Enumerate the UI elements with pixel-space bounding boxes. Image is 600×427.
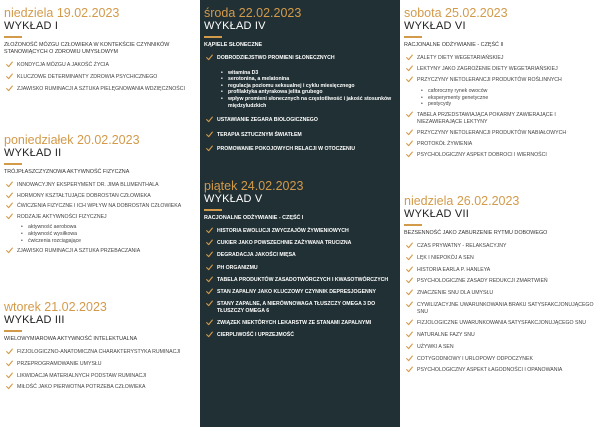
lecture-title: WYKŁAD VII xyxy=(404,208,469,220)
agenda-subitem: • eksperymenty genetyczne xyxy=(404,95,596,102)
agenda-item xyxy=(4,203,196,210)
agenda-item-text: TERAPIA SZTUCZNYM ŚWIATŁEM xyxy=(217,131,302,138)
accent-divider xyxy=(204,209,222,211)
checkmark-icon xyxy=(406,129,413,136)
agenda-item xyxy=(204,289,396,296)
checkmark-icon xyxy=(406,266,413,273)
checkmark-icon xyxy=(6,360,13,367)
lecture-block xyxy=(204,6,396,161)
agenda-item-text: LĘK I NIEPOKÓJ A SEN xyxy=(417,254,474,261)
agenda-item-text: TABELA PRZEDSTAWIAJĄCA POKARMY ZAWIERAJĄCE I NIEZAWIERAJĄCE LEKTYNY xyxy=(417,112,556,125)
agenda-item-text: PRZYCZYNY NIETOLERANCJI PRODUKTÓW ROŚLINNYCH xyxy=(417,76,562,83)
agenda-item-text: COTYGODNIOWY I URLOPOWY ODPOCZYNEK xyxy=(417,355,533,362)
agenda-item xyxy=(204,117,396,124)
checkmark-icon xyxy=(206,319,213,326)
checkmark-icon xyxy=(406,343,413,350)
agenda-item xyxy=(404,367,596,374)
lecture-title: WYKŁAD II xyxy=(4,147,62,159)
accent-divider xyxy=(404,224,422,226)
agenda-subitem: • aktywność wysiłkowa xyxy=(4,231,196,238)
agenda-item-text: PSYCHOLOGICZNY ASPEKT ŁAGODNOŚCI I OPANOWANIA xyxy=(417,367,563,374)
lecture-topic: WIELOWYMIAROWA AKTYWNOŚĆ INTELEKTUALNA xyxy=(4,336,138,342)
agenda-item xyxy=(404,255,596,262)
checkmark-icon xyxy=(406,289,413,296)
agenda-item xyxy=(404,66,596,73)
agenda-item xyxy=(204,265,396,272)
checkmark-icon xyxy=(406,277,413,284)
accent-divider xyxy=(4,163,22,165)
checkmark-icon xyxy=(406,366,413,373)
agenda-item xyxy=(404,141,596,148)
checkmark-icon xyxy=(406,65,413,72)
lecture-date: środa 22.02.2023 xyxy=(204,6,302,20)
agenda-item-text: ZALETY DIETY WEGETARIAŃSKIEJ xyxy=(417,55,504,61)
middle-column xyxy=(200,0,400,427)
agenda-item-text: LEKTYNY JAKO ZAGROŻENIE DIETY WEGETARIAŃSKIEJ xyxy=(417,65,558,72)
agenda-item-text: PROTOKÓŁ ŻYWIENIA xyxy=(417,140,473,147)
agenda-item xyxy=(404,267,596,274)
agenda-item xyxy=(204,240,396,247)
agenda-item xyxy=(4,361,196,368)
checkmark-icon xyxy=(6,181,13,188)
checkmark-icon xyxy=(6,61,13,68)
agenda-item-text: INNOWACYJNY EKSPERYMENT DR. JIMA BLUMENTHALA xyxy=(17,182,159,188)
agenda-subitem: • witamina D3 xyxy=(204,70,396,77)
agenda-item xyxy=(204,277,396,284)
agenda-item xyxy=(404,55,596,62)
lecture-date: sobota 25.02.2023 xyxy=(404,6,508,20)
agenda-item-text: PSYCHOLOGICZNY ASPEKT DOBROCI I WIERNOŚCI xyxy=(417,151,547,158)
checkmark-icon xyxy=(406,54,413,61)
agenda-item xyxy=(404,152,596,159)
agenda-item xyxy=(4,248,196,255)
agenda-item-text: LIKWIDACJA MATERIALNYCH PODSTAW RUMINACJI xyxy=(17,372,147,379)
lecture-block xyxy=(4,6,196,97)
agenda-item xyxy=(204,252,396,259)
agenda-item xyxy=(204,332,396,339)
lecture-topic: ZŁOŻONOŚĆ MÓZGU CZŁOWIEKA W KONTEKŚCIE CZYNNIKÓW STANOWIĄCYCH O ZDROWIU UMYSŁOWYM xyxy=(4,42,170,55)
checkmark-icon xyxy=(6,85,13,92)
checkmark-icon xyxy=(206,239,213,246)
agenda-item-text: PSYCHOLOGICZNE ZASADY REDUKCJI ZMARTWIEŃ xyxy=(417,278,548,285)
lecture-date: poniedziałek 20.02.2023 xyxy=(4,133,140,147)
checkmark-icon xyxy=(406,254,413,261)
agenda-subitem: • ćwiczenia rozciągające xyxy=(4,238,196,245)
checkmark-icon xyxy=(6,202,13,209)
lecture-block xyxy=(4,300,196,396)
lecture-date: piątek 24.02.2023 xyxy=(204,179,304,193)
agenda-item xyxy=(404,344,596,351)
agenda-item xyxy=(204,228,396,235)
checkmark-icon xyxy=(206,116,213,123)
lecture-title: WYKŁAD VI xyxy=(404,20,466,32)
checkmark-icon xyxy=(6,213,13,220)
agenda-item-text: MIŁOŚĆ JAKO PIERWOTNA POTRZEBA CZŁOWIEKA xyxy=(17,384,146,391)
checkmark-icon xyxy=(206,131,213,138)
lecture-block xyxy=(4,133,196,259)
agenda-item-text: CIERPLIWOŚĆ I UPRZEJMOŚĆ xyxy=(217,332,294,339)
checkmark-icon xyxy=(206,251,213,258)
lecture-block xyxy=(404,194,596,379)
accent-divider xyxy=(4,330,22,332)
agenda-item xyxy=(404,112,596,125)
agenda-item xyxy=(4,384,196,391)
agenda-item-text: RODZAJE AKTYWNOŚCI FIZYCZNEJ xyxy=(17,213,107,220)
agenda-item xyxy=(204,146,396,153)
lecture-topic: RACJONALNE ODŻYWIANIE - CZĘŚĆ II xyxy=(404,42,504,48)
lecture-topic: RACJONALNE ODŻYWIANIE - CZĘŚĆ I xyxy=(204,215,304,221)
agenda-item-text: USTAWIANIE ZEGARA BIOLOGICZNEGO xyxy=(217,117,318,124)
checkmark-icon xyxy=(6,348,13,355)
agenda-item-text: PH ORGANIZMU xyxy=(217,264,258,271)
lecture-block xyxy=(404,6,596,163)
checkmark-icon xyxy=(206,300,213,307)
agenda-item-text: PROMOWANIE POKOJOWYCH RELACJI W OTOCZENIU xyxy=(217,146,355,153)
accent-divider xyxy=(404,36,422,38)
checkmark-icon xyxy=(406,319,413,326)
agenda-item xyxy=(404,130,596,137)
checkmark-icon xyxy=(406,331,413,338)
agenda-item xyxy=(404,77,596,84)
agenda-item-text: ZWIĄZEK NIEKTÓRYCH LEKARSTW ZE STANAMI ZAPALNYMI xyxy=(217,319,372,326)
agenda-item xyxy=(204,55,396,62)
agenda-subitem: • profilaktyka antyrakowa jelita grubego xyxy=(204,89,396,96)
agenda-item-text: FIZJOLOGICZNO-ANATOMICZNA CHARAKTERYSTYKA RUMINACJI xyxy=(17,349,181,355)
lecture-topic: BEZSENNOŚĆ JAKO ZABURZENIE RYTMU DOBOWEGO xyxy=(404,230,548,236)
agenda-item-text: PRZYCZYNY NIETOLERANCJI PRODUKTÓW NABIAŁOWYCH xyxy=(417,129,567,136)
agenda-item xyxy=(404,356,596,363)
agenda-item-text: HORMONY KSZTAŁTUJĄCE DOBROSTAN CZŁOWIEKA xyxy=(17,192,151,199)
agenda-item-text: ZNACZENIE SNU DLA UMYSŁU xyxy=(417,290,494,297)
checkmark-icon xyxy=(206,54,213,61)
checkmark-icon xyxy=(6,247,13,254)
agenda-item xyxy=(404,243,596,250)
checkmark-icon xyxy=(406,151,413,158)
agenda-item xyxy=(4,214,196,221)
checkmark-icon xyxy=(206,145,213,152)
agenda-item-text: CUKIER JAKO POWSZECHNIE ZAŻYWANA TRUCIZNA xyxy=(217,240,352,247)
agenda-item xyxy=(204,301,396,314)
agenda-subitem: • regulacja poziomu seksualnej i cyklu miesięcznego xyxy=(204,83,396,90)
agenda-item xyxy=(4,193,196,200)
left-column xyxy=(0,0,200,427)
agenda-item xyxy=(404,302,596,315)
checkmark-icon xyxy=(6,73,13,80)
checkmark-icon xyxy=(6,383,13,390)
checkmark-icon xyxy=(206,227,213,234)
checkmark-icon xyxy=(206,264,213,271)
agenda-item-text: KONDYCJA MÓZGU A JAKOŚĆ ŻYCIA xyxy=(17,62,109,68)
agenda-item-text: CYWILIZACYJNE UWARUNKOWANIA BRAKU SATYSFAKCJONUJĄCEGO SNU xyxy=(417,301,594,315)
checkmark-icon xyxy=(406,76,413,83)
agenda-item-text: HISTORIA EWOLUCJI ZWYCZAJÓW ŻYWIENIOWYCH xyxy=(217,228,349,234)
lecture-block xyxy=(204,179,396,344)
agenda-item-text: DOBRODZIEJSTWO PROMIENI SŁONECZNYCH xyxy=(217,55,335,61)
lecture-title: WYKŁAD III xyxy=(4,314,65,326)
agenda-item-text: KLUCZOWE DETERMINANTY ZDROWIA PSYCHICZNEGO xyxy=(17,73,158,80)
agenda-item-text: STAN ZAPALNY JAKO KLUCZOWY CZYNNIK DEPRESJOGENNY xyxy=(217,288,376,295)
accent-divider xyxy=(204,36,222,38)
lecture-topic: TRÓJPŁASZCZYZNOWA AKTYWNOŚĆ FIZYCZNA xyxy=(4,169,130,175)
lecture-date: niedziela 19.02.2023 xyxy=(4,6,120,20)
right-column xyxy=(400,0,600,427)
agenda-subitem: • aktywność aerobowa xyxy=(4,224,196,231)
agenda-subitem: • wpływ promieni słonecznych na częstotliwość i jakość stosunków międzyludzkich xyxy=(204,96,396,109)
agenda-item-text: HISTORIA EARLA P. HANLEYA xyxy=(417,266,491,273)
agenda-item xyxy=(4,74,196,81)
agenda-item xyxy=(4,62,196,69)
checkmark-icon xyxy=(406,140,413,147)
agenda-item-text: PRZEPROGRAMOWANIE UMYSŁU xyxy=(17,360,102,367)
agenda-item xyxy=(404,332,596,339)
checkmark-icon xyxy=(406,111,413,118)
agenda-item-text: ZJAWISKO RUMINACJI A SZTUKA PRZEBACZANIA xyxy=(17,248,141,255)
agenda-item-text: TABELA PRODUKTÓW ZASADOTWÓRCZYCH I KWASOTWÓRCZYCH xyxy=(217,276,389,283)
lecture-date: niedziela 26.02.2023 xyxy=(404,194,520,208)
agenda-item xyxy=(4,86,196,93)
agenda-item xyxy=(204,320,396,327)
agenda-item-text: UŻYWKI A SEN xyxy=(417,343,454,350)
agenda-item xyxy=(4,373,196,380)
agenda-item-text: STANY ZAPALNE, A NIERÓWNOWAGA TŁUSZCZY OMEGA 3 DO TŁUSZCZY OMEGA 6 xyxy=(217,301,376,314)
lecture-title: WYKŁAD IV xyxy=(204,20,266,32)
agenda-subitem: • pestycydy xyxy=(404,101,596,108)
agenda-item xyxy=(404,320,596,327)
checkmark-icon xyxy=(206,288,213,295)
agenda-item xyxy=(404,290,596,297)
checkmark-icon xyxy=(406,355,413,362)
agenda-item-text: FIZJOLOGICZNE UWARUNKOWANIA SATYSFAKCJONUJĄCEGO SNU xyxy=(417,320,586,327)
agenda-item xyxy=(204,132,396,139)
agenda-item-text: ZJAWISKO RUMINACJI A SZTUKA PIELĘGNOWANIA WDZIĘCZNOŚCI xyxy=(17,85,185,92)
checkmark-icon xyxy=(406,301,413,308)
lecture-date: wtorek 21.02.2023 xyxy=(4,300,107,314)
accent-divider xyxy=(4,36,22,38)
lecture-title: WYKŁAD I xyxy=(4,20,59,32)
agenda-item xyxy=(404,278,596,285)
agenda-item-text: DEGRADACJA JAKOŚCI MIĘSA xyxy=(217,252,296,259)
agenda-subitem: • caforoczny rynek owoców xyxy=(404,88,596,95)
agenda-item-text: CZAS PRYWATNY - RELAKSACYJNY xyxy=(417,243,507,249)
checkmark-icon xyxy=(6,372,13,379)
agenda-subitem: • serotonina, a melatonina xyxy=(204,76,396,83)
agenda-item xyxy=(4,182,196,189)
agenda-item-text: NATURALNE FAZY SNU xyxy=(417,332,475,339)
checkmark-icon xyxy=(6,192,13,199)
checkmark-icon xyxy=(206,331,213,338)
lecture-topic: KĄPIELE SŁONECZNE xyxy=(204,42,263,48)
lecture-title: WYKŁAD V xyxy=(204,193,263,205)
agenda-item-text: ĆWICZENIA FIZYCZNE I ICH WPŁYW NA DOBROSTAN CZŁOWIEKA xyxy=(17,203,182,210)
checkmark-icon xyxy=(406,242,413,249)
checkmark-icon xyxy=(206,276,213,283)
agenda-item xyxy=(4,349,196,356)
